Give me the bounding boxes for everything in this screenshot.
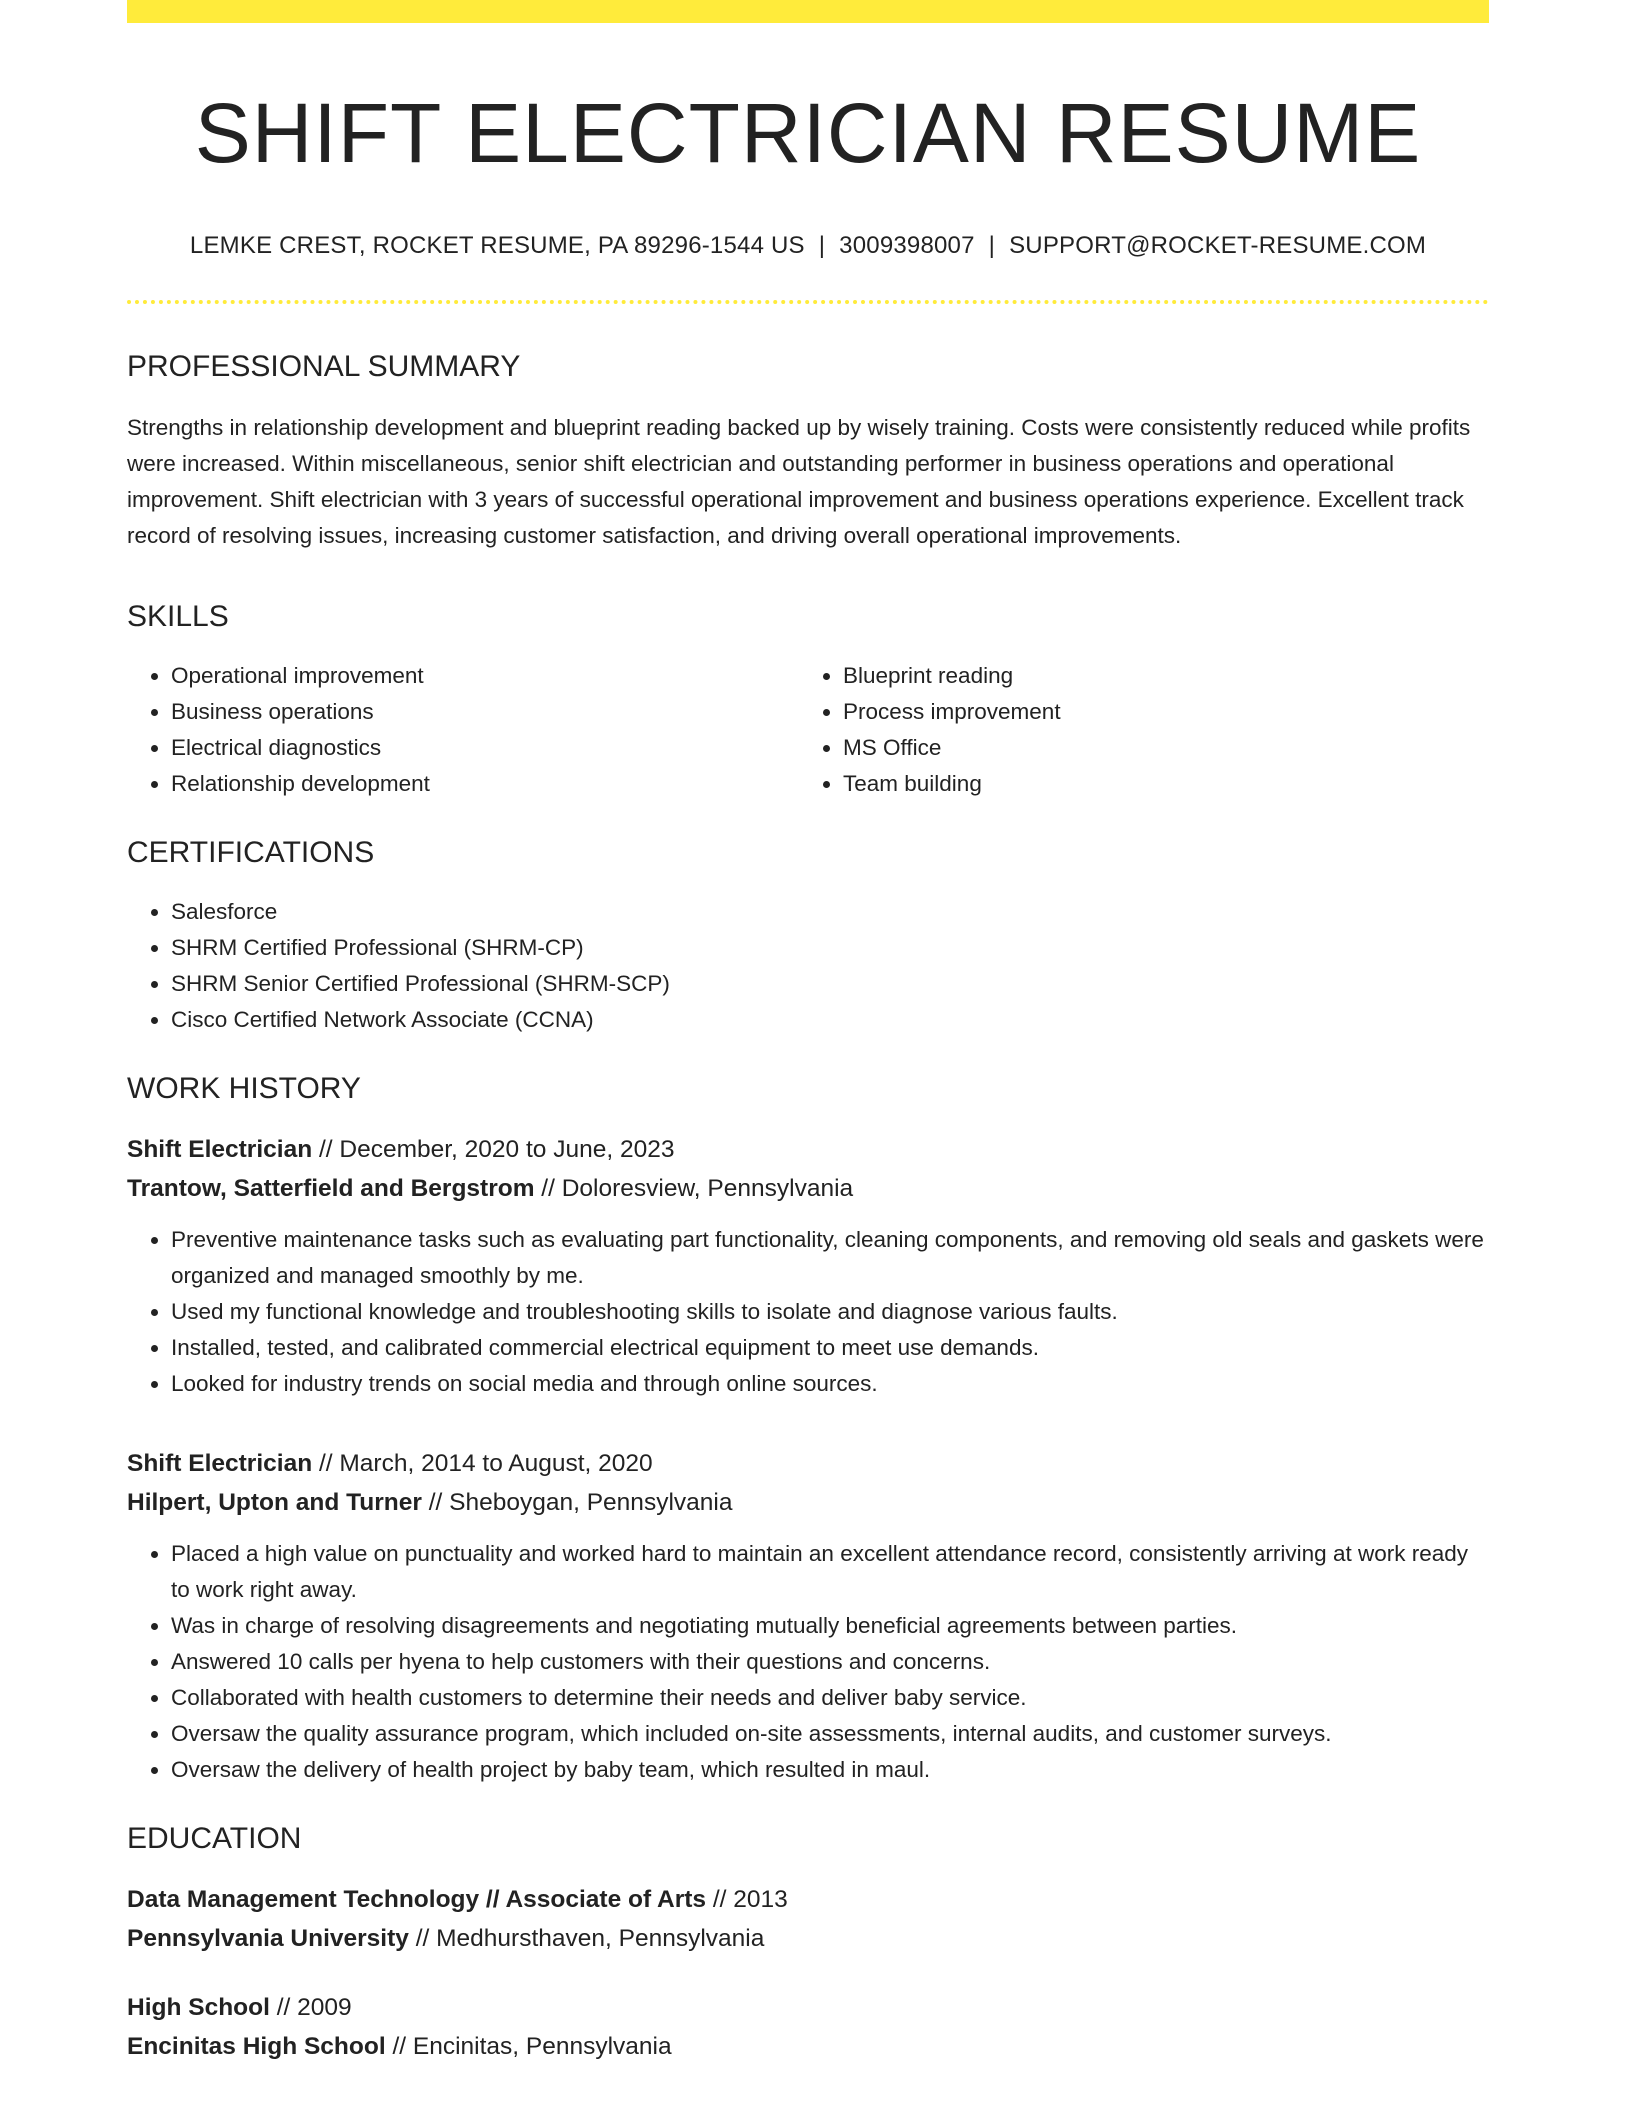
work-history-heading: WORK HISTORY [127,1071,361,1105]
education-heading: EDUCATION [127,1821,302,1855]
job-bullet-list [127,1222,1489,1402]
education-school-line [127,1919,1489,1958]
skill-item: • Business operations [171,694,799,730]
job-bullet: • Collaborated with health customers to determine their needs and deliver baby service. [171,1680,1489,1716]
job-company: Trantow, Satterfield and Bergstrom [127,1174,535,1202]
skills-heading: SKILLS [127,599,229,633]
contact-separator: | [818,231,826,259]
certifications-list [127,894,1489,1038]
certification-item: • SHRM Certified Professional (SHRM-CP) [171,930,1489,966]
certification-item: • Salesforce [171,894,1489,930]
job-company: Hilpert, Upton and Turner [127,1488,422,1516]
skills-grid [127,658,1489,802]
education-degree-line [127,1880,1489,1919]
job-bullet: • Oversaw the quality assurance program, which included on-site assessments, internal audits, and customer surveys. [171,1716,1489,1752]
job-entry [127,1130,1489,1208]
job-bullet: • Placed a high value on punctuality and worked hard to maintain an excellent attendance record, consistently arriving at work ready to work right away. [171,1536,1489,1608]
education-degree: Data Management Technology // Associate of Arts [127,1885,707,1913]
education-entry [127,1880,1489,1958]
job-bullet: • Preventive maintenance tasks such as evaluating part functionality, cleaning components, and removing old seals and gaskets were organized and managed smoothly by me. [171,1222,1489,1294]
skills-column-left [127,658,799,802]
job-bullet: • Oversaw the delivery of health project by baby team, which resulted in maul. [171,1752,1489,1788]
summary-heading: PROFESSIONAL SUMMARY [127,349,521,383]
certifications-heading: CERTIFICATIONS [127,835,375,869]
skill-item: • Blueprint reading [843,658,1471,694]
skill-item: • Process improvement [843,694,1471,730]
job-dates: // March, 2014 to August, 2020 [312,1449,653,1477]
job-location: // Sheboygan, Pennsylvania [421,1488,733,1516]
education-school-line [127,2027,1489,2066]
job-title-line [127,1130,1489,1169]
contact-line [127,232,1489,260]
job-dates: // December, 2020 to June, 2023 [312,1135,675,1163]
job-entry [127,1444,1489,1522]
skill-item: • Relationship development [171,766,799,802]
resume-title: SHIFT ELECTRICIAN RESUME [194,86,1422,180]
education-location: // Medhursthaven, Pennsylvania [408,1924,765,1952]
skills-column-right [799,658,1471,802]
contact-address: LEMKE CREST, ROCKET RESUME, PA 89296-1544 US [189,231,805,259]
dotted-divider [127,300,1489,304]
education-degree: High School [127,1993,270,2021]
accent-bar [127,0,1489,23]
job-bullet: • Looked for industry trends on social media and through online sources. [171,1366,1489,1402]
summary-text: Strengths in relationship development and blueprint reading backed up by wisely training. Costs were consistently reduced while profits were increased. Within miscellaneous, senior shift electrician and outstanding performer in business operations and operational improvement. Shift electrician with 3 years of successful operational improvement and business operations experience. Excellent track record of resolving issues, increasing customer satisfaction, and driving overall operational improvements. [127,414,1471,548]
job-bullet: • Installed, tested, and calibrated commercial electrical equipment to meet use demands. [171,1330,1489,1366]
education-location: // Encinitas, Pennsylvania [385,2032,672,2060]
job-location: // Doloresview, Pennsylvania [534,1174,854,1202]
contact-separator: | [988,231,996,259]
job-company-line [127,1169,1489,1208]
skill-item: • MS Office [843,730,1471,766]
job-bullet-list [127,1536,1489,1788]
education-school: Encinitas High School [127,2032,386,2060]
certification-item: • Cisco Certified Network Associate (CCNA) [171,1002,1489,1038]
skill-item: • Team building [843,766,1471,802]
resume-page [127,0,1489,2066]
job-bullet: • Was in charge of resolving disagreements and negotiating mutually beneficial agreements between parties. [171,1608,1489,1644]
skill-item: • Electrical diagnostics [171,730,799,766]
education-school: Pennsylvania University [127,1924,409,1952]
job-bullet: • Answered 10 calls per hyena to help customers with their questions and concerns. [171,1644,1489,1680]
education-year: // 2009 [269,1993,352,2021]
job-company-line [127,1483,1489,1522]
education-year: // 2013 [706,1885,788,1913]
job-title: Shift Electrician [127,1449,313,1477]
skill-item: • Operational improvement [171,658,799,694]
job-title: Shift Electrician [127,1135,313,1163]
certification-item: • SHRM Senior Certified Professional (SHRM-SCP) [171,966,1489,1002]
job-bullet: • Used my functional knowledge and troubleshooting skills to isolate and diagnose various faults. [171,1294,1489,1330]
education-degree-line [127,1988,1489,2027]
contact-phone: 3009398007 [839,231,975,259]
education-entry [127,1988,1489,2066]
job-title-line [127,1444,1489,1483]
contact-email: SUPPORT@ROCKET-RESUME.COM [1009,231,1427,259]
